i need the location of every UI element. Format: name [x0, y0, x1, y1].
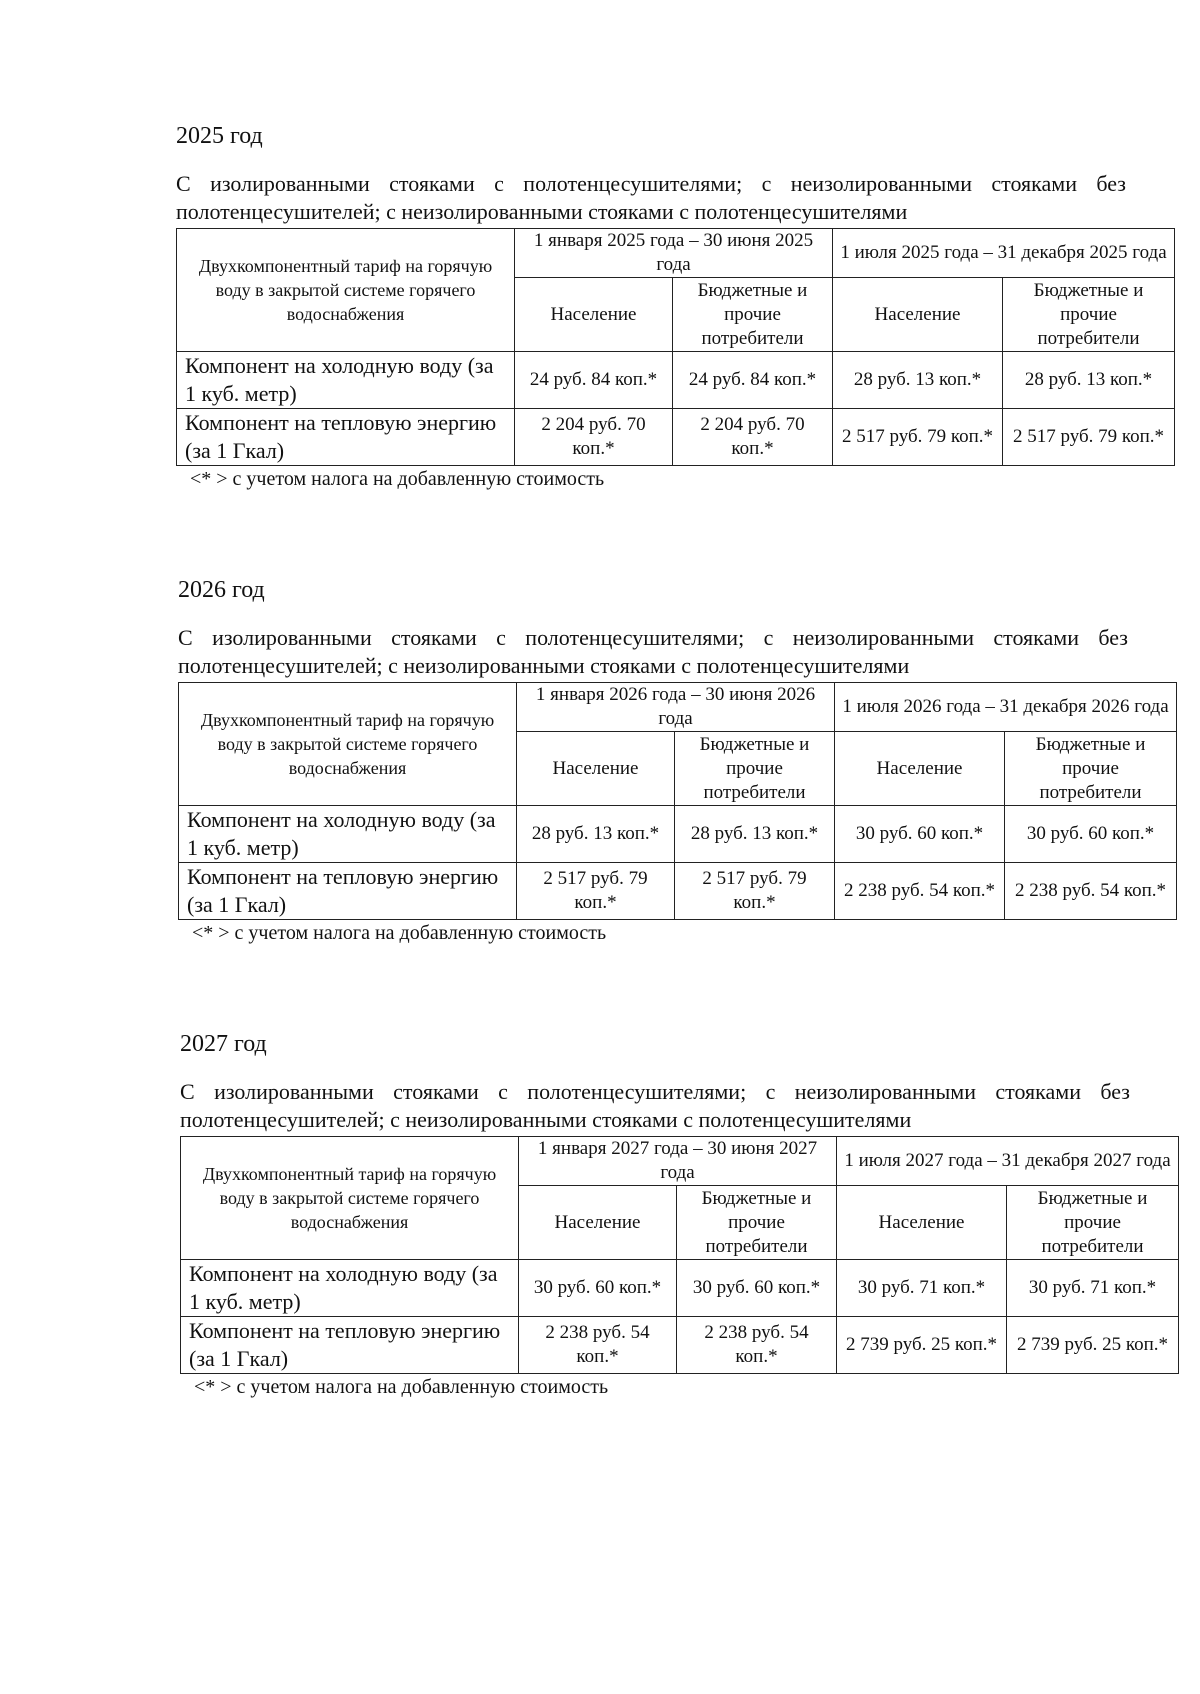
tariff-value: 2 517 руб. 79 коп.*	[1003, 409, 1175, 466]
section-year: 2025 год	[176, 123, 263, 149]
tariff-value: 2 238 руб. 54 коп.*	[677, 1317, 837, 1374]
tariff-value: 28 руб. 13 коп.*	[833, 352, 1003, 409]
tariff-value: 28 руб. 13 коп.*	[517, 806, 675, 863]
period-header: 1 июля 2026 года – 31 декабря 2026 года	[835, 683, 1177, 732]
table-row	[179, 863, 1177, 920]
period-header: 1 января 2026 года – 30 июня 2026 года	[517, 683, 835, 732]
table-row	[177, 352, 1175, 409]
row-label: Компонент на холодную воду (за 1 куб. метр)	[177, 352, 515, 409]
category-header: Бюджетные и прочие потребители	[673, 278, 833, 352]
tariff-header-label: Двухкомпонентный тариф на горячую воду в закрытой системе горячего водоснабжения	[181, 1137, 519, 1260]
table-header-row	[177, 229, 1175, 278]
table-header-row	[179, 683, 1177, 732]
category-header: Население	[833, 278, 1003, 352]
section-year: 2026 год	[178, 577, 265, 603]
category-header: Бюджетные и прочие потребители	[677, 1186, 837, 1260]
tariff-section	[176, 122, 1174, 492]
row-label: Компонент на холодную воду (за 1 куб. метр)	[179, 806, 517, 863]
tariff-value: 30 руб. 60 коп.*	[835, 806, 1005, 863]
category-header: Население	[517, 732, 675, 806]
category-header: Бюджетные и прочие потребители	[1003, 278, 1175, 352]
tariff-value: 2 238 руб. 54 коп.*	[835, 863, 1005, 920]
tariff-value: 2 238 руб. 54 коп.*	[1005, 863, 1177, 920]
period-header: 1 июля 2027 года – 31 декабря 2027 года	[837, 1137, 1179, 1186]
tariff-value: 2 739 руб. 25 коп.*	[837, 1317, 1007, 1374]
row-label: Компонент на тепловую энергию (за 1 Гкал)	[179, 863, 517, 920]
row-label: Компонент на холодную воду (за 1 куб. метр)	[181, 1260, 519, 1317]
row-label: Компонент на тепловую энергию (за 1 Гкал)	[177, 409, 515, 466]
period-header: 1 января 2025 года – 30 июня 2025 года	[515, 229, 833, 278]
tariff-header-label: Двухкомпонентный тариф на горячую воду в закрытой системе горячего водоснабжения	[179, 683, 517, 806]
vat-footnote: <* > с учетом налога на добавленную стоимость	[194, 1376, 609, 1398]
tariff-section	[180, 1030, 1180, 1400]
table-row	[181, 1260, 1179, 1317]
section-year: 2027 год	[180, 1031, 267, 1057]
tariff-value: 2 204 руб. 70 коп.*	[515, 409, 673, 466]
tariff-value: 24 руб. 84 коп.*	[673, 352, 833, 409]
tariff-value: 2 204 руб. 70 коп.*	[673, 409, 833, 466]
section-description: С изолированными стояками с полотенцесушителями; с неизолированными стояками без полотенцесушителей; с неизолированными стояками с полотенцесушителями	[178, 625, 1128, 678]
tariff-value: 2 238 руб. 54 коп.*	[519, 1317, 677, 1374]
period-header: 1 января 2027 года – 30 июня 2027 года	[519, 1137, 837, 1186]
table-row	[179, 806, 1177, 863]
table-header-row	[181, 1137, 1179, 1186]
category-header: Население	[519, 1186, 677, 1260]
tariff-section	[178, 576, 1178, 946]
tariff-header-label: Двухкомпонентный тариф на горячую воду в закрытой системе горячего водоснабжения	[177, 229, 515, 352]
tariff-value: 30 руб. 60 коп.*	[519, 1260, 677, 1317]
table-row	[177, 409, 1175, 466]
category-header: Население	[835, 732, 1005, 806]
tariff-value: 30 руб. 71 коп.*	[837, 1260, 1007, 1317]
category-header: Бюджетные и прочие потребители	[1007, 1186, 1179, 1260]
table-row	[181, 1317, 1179, 1374]
category-header: Бюджетные и прочие потребители	[1005, 732, 1177, 806]
tariff-value: 28 руб. 13 коп.*	[675, 806, 835, 863]
tariff-value: 24 руб. 84 коп.*	[515, 352, 673, 409]
vat-footnote: <* > с учетом налога на добавленную стоимость	[192, 922, 607, 944]
tariff-table	[178, 682, 1177, 920]
tariff-table	[176, 228, 1175, 466]
row-label: Компонент на тепловую энергию (за 1 Гкал)	[181, 1317, 519, 1374]
tariff-value: 28 руб. 13 коп.*	[1003, 352, 1175, 409]
tariff-value: 30 руб. 60 коп.*	[1005, 806, 1177, 863]
tariff-value: 2 517 руб. 79 коп.*	[675, 863, 835, 920]
period-header: 1 июля 2025 года – 31 декабря 2025 года	[833, 229, 1175, 278]
tariff-value: 2 739 руб. 25 коп.*	[1007, 1317, 1179, 1374]
tariff-value: 2 517 руб. 79 коп.*	[517, 863, 675, 920]
vat-footnote: <* > с учетом налога на добавленную стоимость	[190, 468, 605, 490]
category-header: Население	[837, 1186, 1007, 1260]
tariff-value: 2 517 руб. 79 коп.*	[833, 409, 1003, 466]
tariff-value: 30 руб. 60 коп.*	[677, 1260, 837, 1317]
tariff-table	[180, 1136, 1179, 1374]
tariff-value: 30 руб. 71 коп.*	[1007, 1260, 1179, 1317]
category-header: Бюджетные и прочие потребители	[675, 732, 835, 806]
section-description: С изолированными стояками с полотенцесушителями; с неизолированными стояками без полотенцесушителей; с неизолированными стояками с полотенцесушителями	[176, 171, 1126, 224]
category-header: Население	[515, 278, 673, 352]
section-description: С изолированными стояками с полотенцесушителями; с неизолированными стояками без полотенцесушителей; с неизолированными стояками с полотенцесушителями	[180, 1079, 1130, 1132]
